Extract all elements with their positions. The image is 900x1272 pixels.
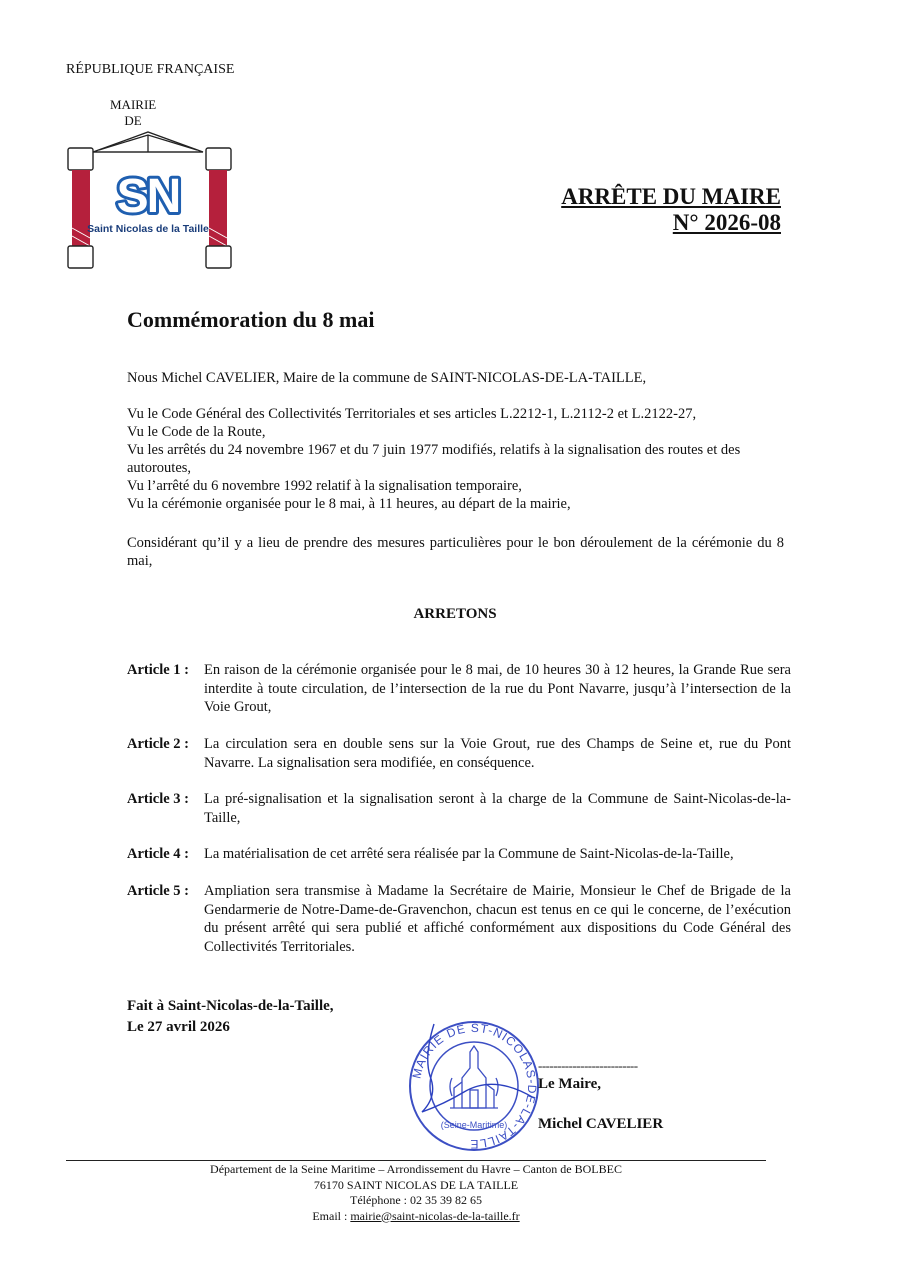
visa-line: Vu les arrêtés du 24 novembre 1967 et du 7 juin 1977 modifiés, relatifs à la signalisation des routes et des autoroutes, — [127, 442, 741, 476]
arretons-heading: ARRETONS — [413, 606, 497, 622]
fait-date: Le 27 avril 2026 — [127, 1019, 230, 1035]
fait-place: Fait à Saint-Nicolas-de-la-Taille, — [127, 998, 334, 1014]
visa-line: Vu le Code de la Route, — [127, 424, 266, 440]
footer-divider — [66, 1160, 766, 1161]
footer-line: Département de la Seine Maritime – Arrondissement du Havre – Canton de BOLBEC — [210, 1162, 622, 1176]
email-link[interactable]: mairie@saint-nicolas-de-la-taille.fr — [350, 1208, 520, 1223]
article-text: En raison de la cérémonie organisée pour le 8 mai, de 10 heures 30 à 12 heures, la Grande Rue sera interdite à toute circulation, de l’intersection de la rue du Pont Navarre, jusqu’à l’intersection de la Voie Grout, — [204, 662, 791, 715]
article-3 — [127, 790, 791, 827]
subject-heading: Commémoration du 8 mai — [127, 307, 375, 332]
article-label: Article 4 : — [127, 846, 189, 862]
signature-line: -------------------------- — [538, 1058, 638, 1073]
mairie-de-label: MAIRIE DE — [110, 97, 157, 128]
article-label: Article 1 : — [127, 662, 189, 678]
signature-role: Le Maire, — [538, 1076, 602, 1092]
article-label: Article 2 : — [127, 736, 189, 752]
footer-phone: Téléphone : 02 35 39 82 65 — [350, 1193, 482, 1207]
article-label: Article 5 : — [127, 883, 189, 899]
article-5 — [127, 882, 791, 956]
article-4 — [127, 845, 791, 864]
visa-line: Vu la cérémonie organisée pour le 8 mai, à 11 heures, au départ de la mairie, — [127, 496, 571, 512]
mairie-stamp — [404, 1016, 544, 1156]
republique-francaise: RÉPUBLIQUE FRANÇAISE — [66, 62, 235, 77]
article-2 — [127, 735, 791, 772]
visa-line: Vu l’arrêté du 6 novembre 1992 relatif à la signalisation temporaire, — [127, 478, 522, 494]
article-1 — [127, 661, 791, 717]
visas-block — [127, 405, 787, 513]
fait-a — [127, 996, 334, 1038]
article-text: La pré-signalisation et la signalisation seront à la charge de la Commune de Saint-Nicolas-de-la-Taille, — [204, 791, 791, 826]
footer-line: 76170 SAINT NICOLAS DE LA TAILLE — [313, 1177, 519, 1192]
stamp-text: MAIRIE DE ST-NICOLAS-DE-LA-TAILLE — [409, 1020, 540, 1152]
article-text: La matérialisation de cet arrêté sera réalisée par la Commune de Saint-Nicolas-de-la-Taille, — [204, 846, 734, 862]
visa-line: Vu le Code Général des Collectivités Territoriales et ses articles L.2212-1, L.2112-2 et L.2122-27, — [127, 406, 697, 422]
logo-letters: SN — [116, 170, 180, 223]
considerant-paragraph: Considérant qu’il y a lieu de prendre des mesures particulières pour le bon déroulement de la cérémonie du 8 mai, — [127, 535, 784, 569]
arrete-title: ARRÊTE DU MAIRE N° 2026-08 — [561, 184, 781, 235]
footer-email-line: Email : mairie@saint-nicolas-de-la-taille.fr — [312, 1208, 520, 1223]
article-label: Article 3 : — [127, 791, 189, 807]
mairie-logo — [66, 128, 236, 270]
stamp-subtext: (Seine-Maritime) — [440, 1120, 508, 1130]
signature-name: Michel CAVELIER — [538, 1116, 664, 1132]
footer — [66, 1162, 766, 1224]
article-text: Ampliation sera transmise à Madame la Secrétaire de Mairie, Monsieur le Chef de Brigade de la Gendarmerie de Notre-Dame-de-Gravenchon, chacun est tenus en ce qui le concerne, de l’exécution du présent arrêté qui sera publié et affiché conformément aux dispositions du Code Général des Collectivités Territoriales. — [204, 883, 791, 955]
article-text: La circulation sera en double sens sur la Voie Grout, rue des Champs de Seine et, rue du Pont Navarre. La signalisation sera modifiée, en conséquence. — [204, 736, 791, 771]
logo-caption: Saint Nicolas de la Taille — [87, 223, 209, 235]
intro-paragraph: Nous Michel CAVELIER, Maire de la commune de SAINT-NICOLAS-DE-LA-TAILLE, — [127, 370, 647, 386]
